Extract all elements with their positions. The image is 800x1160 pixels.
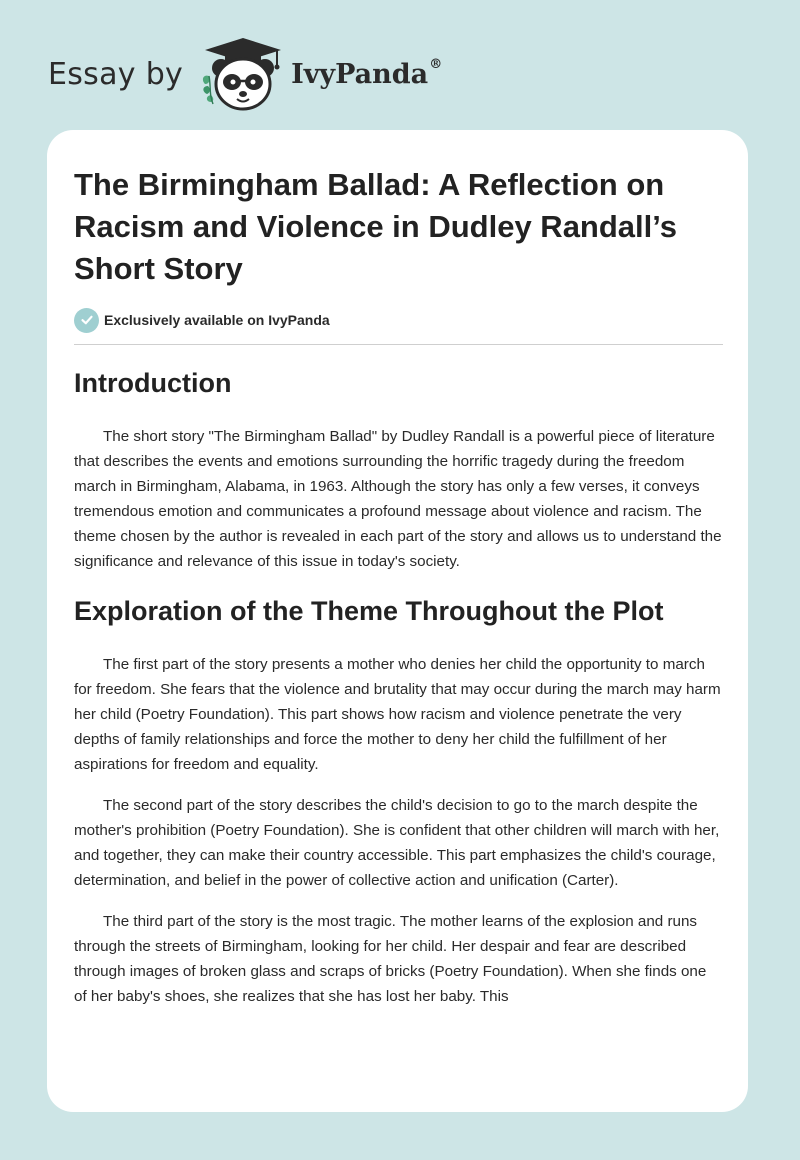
brand-logo-text[interactable]: [291, 56, 443, 90]
check-circle-icon: [74, 308, 99, 333]
paragraph: The first part of the story presents a mother who denies her child the opportunity to march for freedom. She fears that the violence and brutality that may occur during the march may harm her child (Poetry Foundation). This part shows how racism and violence penetrate the very depths of family relationships and force the mother to deny her child the fulfillment of her aspirations for freedom and equality.: [74, 656, 721, 773]
exclusive-badge: [74, 307, 723, 333]
essay-content: [74, 164, 723, 1009]
section-heading-exploration: Exploration of the Theme Throughout the Plot: [74, 596, 664, 626]
title-divider: [74, 344, 723, 345]
essay-by-label: Essay by: [48, 56, 184, 92]
paragraph: The short story "The Birmingham Ballad" by Dudley Randall is a powerful piece of literature that describes the events and emotions surrounding the horrific tragedy during the freedom march in Birmingham, Alabama, in 1963. Although the story has only a few verses, it conveys tremendous emotion and communicates a profound message about violence and racism. The theme chosen by the author is revealed in each part of the story and allows us to understand the significance and relevance of this issue in today's society.: [74, 428, 722, 570]
brand-name: IvyPanda: [291, 58, 429, 90]
essay-card: [47, 130, 748, 1112]
paragraph: The third part of the story is the most tragic. The mother learns of the explosion and runs through the streets of Birmingham, looking for her child. Her despair and fear are described through images of broken glass and scraps of bricks (Poetry Foundation). When she finds one of her baby's shoes, she realizes that she has lost her baby. This: [74, 913, 707, 1005]
section-heading-introduction: Introduction: [74, 368, 232, 398]
essay-title: The Birmingham Ballad: A Reflection on Racism and Violence in Dudley Randall’s Short Story: [74, 167, 677, 286]
site-header: [48, 36, 442, 112]
registered-mark: ®: [429, 56, 443, 72]
panda-graduate-icon: [197, 36, 289, 112]
exclusive-badge-text: Exclusively available on IvyPanda: [104, 312, 330, 328]
paragraph: The second part of the story describes the child's decision to go to the march despite the mother's prohibition (Poetry Foundation). She is confident that other children will march with her, and together, they can make their country accessible. This part emphasizes the child's courage, determination, and belief in the power of collective action and unification (Carter).: [74, 797, 720, 889]
